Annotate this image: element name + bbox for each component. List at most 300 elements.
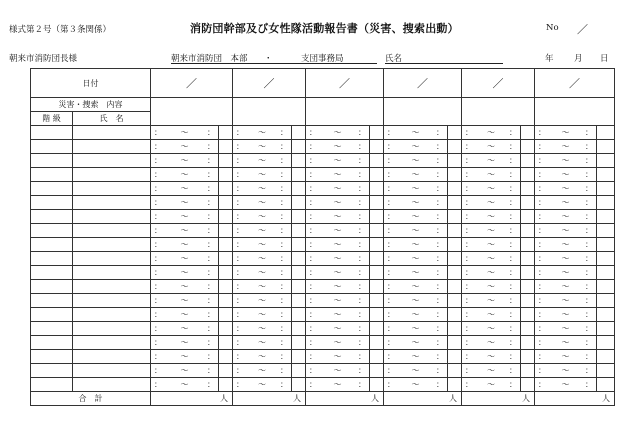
name-cell[interactable] <box>73 224 151 238</box>
rank-cell[interactable] <box>31 266 73 280</box>
name-cell[interactable] <box>73 126 151 140</box>
time-cell[interactable] <box>384 252 448 266</box>
time-cell[interactable] <box>233 266 292 280</box>
hours-cell[interactable] <box>370 182 384 196</box>
time-cell[interactable] <box>535 224 597 238</box>
time-colon: ： <box>358 142 366 151</box>
rank-cell[interactable] <box>31 280 73 294</box>
hours-cell[interactable] <box>370 294 384 308</box>
hours-cell[interactable] <box>370 210 384 224</box>
hours-cell[interactable] <box>448 252 462 266</box>
date-cell[interactable]: ／ <box>306 69 384 98</box>
time-colon: ： <box>280 184 288 193</box>
time-cell[interactable] <box>151 210 219 224</box>
time-cell[interactable] <box>233 238 292 252</box>
time-cell[interactable] <box>462 140 521 154</box>
total-cell[interactable]: 人 <box>535 392 615 406</box>
time-cell[interactable] <box>306 252 370 266</box>
hours-cell[interactable] <box>219 140 233 154</box>
hours-cell[interactable] <box>521 350 535 364</box>
time-cell[interactable] <box>535 168 597 182</box>
hours-cell[interactable] <box>597 308 615 322</box>
time-cell[interactable] <box>151 168 219 182</box>
time-cell[interactable] <box>384 196 448 210</box>
time-cell[interactable] <box>384 154 448 168</box>
time-range <box>233 323 291 334</box>
hours-cell[interactable] <box>448 378 462 392</box>
rank-cell[interactable] <box>31 182 73 196</box>
activity-cell[interactable] <box>384 98 462 126</box>
hours-cell[interactable] <box>521 364 535 378</box>
time-cell[interactable] <box>306 168 370 182</box>
name-cell[interactable] <box>73 252 151 266</box>
hours-cell[interactable] <box>370 154 384 168</box>
name-cell[interactable] <box>73 308 151 322</box>
date-cell[interactable]: ／ <box>384 69 462 98</box>
name-cell[interactable] <box>73 238 151 252</box>
hours-cell[interactable] <box>292 378 306 392</box>
time-colon: ： <box>236 352 244 361</box>
hours-cell[interactable] <box>370 140 384 154</box>
hours-cell[interactable] <box>370 378 384 392</box>
time-cell[interactable] <box>535 182 597 196</box>
name-cell[interactable] <box>73 182 151 196</box>
name-cell[interactable] <box>73 168 151 182</box>
hours-cell[interactable] <box>219 336 233 350</box>
hours-cell[interactable] <box>597 210 615 224</box>
time-cell[interactable] <box>233 280 292 294</box>
hours-cell[interactable] <box>448 336 462 350</box>
time-cell[interactable] <box>151 224 219 238</box>
time-cell[interactable] <box>384 126 448 140</box>
time-cell[interactable] <box>306 322 370 336</box>
hours-cell[interactable] <box>448 126 462 140</box>
hours-cell[interactable] <box>370 196 384 210</box>
time-cell[interactable] <box>535 154 597 168</box>
time-cell[interactable] <box>151 140 219 154</box>
hours-cell[interactable] <box>597 140 615 154</box>
time-cell[interactable] <box>384 336 448 350</box>
hours-cell[interactable] <box>292 238 306 252</box>
rank-cell[interactable] <box>31 308 73 322</box>
hours-cell[interactable] <box>521 266 535 280</box>
total-cell[interactable]: 人 <box>306 392 384 406</box>
time-cell[interactable] <box>462 322 521 336</box>
hours-cell[interactable] <box>219 168 233 182</box>
time-cell[interactable] <box>233 336 292 350</box>
time-cell[interactable] <box>535 364 597 378</box>
hours-cell[interactable] <box>219 322 233 336</box>
hours-cell[interactable] <box>521 294 535 308</box>
hours-cell[interactable] <box>521 196 535 210</box>
hours-cell[interactable] <box>219 154 233 168</box>
hours-cell[interactable] <box>597 294 615 308</box>
time-cell[interactable] <box>151 308 219 322</box>
rank-cell[interactable] <box>31 364 73 378</box>
time-cell[interactable] <box>535 252 597 266</box>
total-cell[interactable]: 人 <box>462 392 535 406</box>
time-cell[interactable] <box>384 364 448 378</box>
time-cell[interactable] <box>233 364 292 378</box>
hours-cell[interactable] <box>597 126 615 140</box>
hours-cell[interactable] <box>597 238 615 252</box>
hours-cell[interactable] <box>292 364 306 378</box>
hours-cell[interactable] <box>521 154 535 168</box>
rank-cell[interactable] <box>31 350 73 364</box>
time-cell[interactable] <box>462 154 521 168</box>
time-cell[interactable] <box>233 154 292 168</box>
hours-cell[interactable] <box>521 210 535 224</box>
time-cell[interactable] <box>233 308 292 322</box>
rank-cell[interactable] <box>31 224 73 238</box>
time-cell[interactable] <box>306 364 370 378</box>
hours-cell[interactable] <box>448 364 462 378</box>
hours-cell[interactable] <box>521 168 535 182</box>
hours-cell[interactable] <box>292 322 306 336</box>
hours-cell[interactable] <box>370 308 384 322</box>
time-cell[interactable] <box>306 378 370 392</box>
hours-cell[interactable] <box>219 266 233 280</box>
time-cell[interactable] <box>535 266 597 280</box>
time-cell[interactable] <box>233 182 292 196</box>
hours-cell[interactable] <box>521 336 535 350</box>
hours-cell[interactable] <box>521 322 535 336</box>
time-cell[interactable] <box>151 154 219 168</box>
hours-cell[interactable] <box>597 196 615 210</box>
activity-cell[interactable] <box>151 98 233 126</box>
time-cell[interactable] <box>151 182 219 196</box>
time-cell[interactable] <box>306 224 370 238</box>
hours-cell[interactable] <box>448 140 462 154</box>
rank-cell[interactable] <box>31 140 73 154</box>
date-cell[interactable]: ／ <box>535 69 615 98</box>
time-colon: ： <box>538 184 546 193</box>
time-cell[interactable] <box>462 196 521 210</box>
hours-cell[interactable] <box>219 210 233 224</box>
rank-cell[interactable] <box>31 126 73 140</box>
time-cell[interactable] <box>384 378 448 392</box>
hours-cell[interactable] <box>448 168 462 182</box>
hours-cell[interactable] <box>219 378 233 392</box>
hours-cell[interactable] <box>521 308 535 322</box>
hours-cell[interactable] <box>292 294 306 308</box>
hours-cell[interactable] <box>292 168 306 182</box>
hours-cell[interactable] <box>292 252 306 266</box>
hours-cell[interactable] <box>597 280 615 294</box>
hours-cell[interactable] <box>292 196 306 210</box>
name-cell[interactable] <box>73 336 151 350</box>
hours-cell[interactable] <box>448 238 462 252</box>
time-cell[interactable] <box>535 140 597 154</box>
hours-cell[interactable] <box>292 154 306 168</box>
activity-cell[interactable] <box>233 98 306 126</box>
name-cell[interactable] <box>73 350 151 364</box>
hours-cell[interactable] <box>219 126 233 140</box>
hours-cell[interactable] <box>292 210 306 224</box>
name-cell[interactable] <box>73 140 151 154</box>
hours-cell[interactable] <box>219 196 233 210</box>
time-cell[interactable] <box>151 266 219 280</box>
date-cell[interactable]: ／ <box>233 69 306 98</box>
hours-cell[interactable] <box>448 308 462 322</box>
time-cell[interactable] <box>384 280 448 294</box>
time-cell[interactable] <box>384 224 448 238</box>
time-cell[interactable] <box>306 350 370 364</box>
hours-cell[interactable] <box>219 364 233 378</box>
time-cell[interactable] <box>462 294 521 308</box>
time-cell[interactable] <box>535 336 597 350</box>
hours-cell[interactable] <box>597 252 615 266</box>
time-cell[interactable] <box>535 126 597 140</box>
time-cell[interactable] <box>384 168 448 182</box>
time-cell[interactable] <box>233 294 292 308</box>
activity-cell[interactable] <box>535 98 615 126</box>
time-cell[interactable] <box>151 196 219 210</box>
time-cell[interactable] <box>151 378 219 392</box>
hours-cell[interactable] <box>370 336 384 350</box>
time-cell[interactable] <box>151 294 219 308</box>
time-cell[interactable] <box>233 350 292 364</box>
name-cell[interactable] <box>73 210 151 224</box>
hours-cell[interactable] <box>370 252 384 266</box>
time-cell[interactable] <box>306 126 370 140</box>
time-cell[interactable] <box>384 210 448 224</box>
time-cell[interactable] <box>306 308 370 322</box>
time-cell[interactable] <box>233 196 292 210</box>
time-cell[interactable] <box>535 280 597 294</box>
hours-cell[interactable] <box>370 364 384 378</box>
time-cell[interactable] <box>151 126 219 140</box>
time-cell[interactable] <box>535 210 597 224</box>
name-cell[interactable] <box>73 154 151 168</box>
hours-cell[interactable] <box>521 224 535 238</box>
time-cell[interactable] <box>306 182 370 196</box>
name-cell[interactable] <box>73 280 151 294</box>
time-cell[interactable] <box>233 224 292 238</box>
time-cell[interactable] <box>384 308 448 322</box>
name-cell[interactable] <box>73 294 151 308</box>
hours-cell[interactable] <box>597 154 615 168</box>
hours-cell[interactable] <box>370 168 384 182</box>
total-cell[interactable]: 人 <box>384 392 462 406</box>
rank-cell[interactable] <box>31 196 73 210</box>
hours-cell[interactable] <box>448 280 462 294</box>
hours-cell[interactable] <box>597 266 615 280</box>
total-cell[interactable]: 人 <box>151 392 233 406</box>
time-range <box>306 211 369 222</box>
name-cell[interactable] <box>73 322 151 336</box>
hours-cell[interactable] <box>448 196 462 210</box>
name-cell[interactable] <box>73 378 151 392</box>
hours-cell[interactable] <box>370 350 384 364</box>
rank-cell[interactable] <box>31 168 73 182</box>
time-cell[interactable] <box>384 182 448 196</box>
time-cell[interactable] <box>306 196 370 210</box>
time-cell[interactable] <box>462 126 521 140</box>
hours-cell[interactable] <box>448 182 462 196</box>
time-cell[interactable] <box>151 364 219 378</box>
hours-cell[interactable] <box>521 140 535 154</box>
rank-cell[interactable] <box>31 322 73 336</box>
time-tilde: ～ <box>561 240 570 249</box>
hours-cell[interactable] <box>292 140 306 154</box>
hours-cell[interactable] <box>370 280 384 294</box>
hours-cell[interactable] <box>292 308 306 322</box>
time-cell[interactable] <box>151 238 219 252</box>
name-cell[interactable] <box>73 266 151 280</box>
time-cell[interactable] <box>462 280 521 294</box>
time-cell[interactable] <box>462 210 521 224</box>
hours-cell[interactable] <box>597 364 615 378</box>
time-cell[interactable] <box>535 196 597 210</box>
time-cell[interactable] <box>535 350 597 364</box>
hours-cell[interactable] <box>597 224 615 238</box>
time-tilde: ～ <box>411 254 420 263</box>
hours-cell[interactable] <box>219 294 233 308</box>
time-cell[interactable] <box>233 322 292 336</box>
rank-cell[interactable] <box>31 294 73 308</box>
time-cell[interactable] <box>306 336 370 350</box>
hours-cell[interactable] <box>448 224 462 238</box>
activity-cell[interactable] <box>462 98 535 126</box>
hours-cell[interactable] <box>448 266 462 280</box>
hours-cell[interactable] <box>521 280 535 294</box>
time-cell[interactable] <box>233 168 292 182</box>
time-cell[interactable] <box>306 280 370 294</box>
time-cell[interactable] <box>535 294 597 308</box>
time-cell[interactable] <box>462 378 521 392</box>
time-cell[interactable] <box>462 224 521 238</box>
total-cell[interactable]: 人 <box>233 392 306 406</box>
time-range <box>151 127 218 138</box>
hours-cell[interactable] <box>292 336 306 350</box>
time-cell[interactable] <box>151 350 219 364</box>
time-tilde: ～ <box>180 366 189 375</box>
time-cell[interactable] <box>151 252 219 266</box>
time-cell[interactable] <box>384 266 448 280</box>
hours-cell[interactable] <box>597 182 615 196</box>
hours-cell[interactable] <box>292 280 306 294</box>
rank-cell[interactable] <box>31 210 73 224</box>
time-range <box>384 127 447 138</box>
time-cell[interactable] <box>384 238 448 252</box>
hours-cell[interactable] <box>448 294 462 308</box>
hours-cell[interactable] <box>219 308 233 322</box>
time-cell[interactable] <box>151 322 219 336</box>
time-cell[interactable] <box>151 280 219 294</box>
time-cell[interactable] <box>384 322 448 336</box>
time-cell[interactable] <box>384 294 448 308</box>
time-tilde: ～ <box>561 156 570 165</box>
time-cell[interactable] <box>151 336 219 350</box>
time-cell[interactable] <box>384 140 448 154</box>
hours-cell[interactable] <box>292 126 306 140</box>
time-cell[interactable] <box>384 350 448 364</box>
hours-cell[interactable] <box>219 238 233 252</box>
time-cell[interactable] <box>462 238 521 252</box>
hours-cell[interactable] <box>292 224 306 238</box>
hours-cell[interactable] <box>219 350 233 364</box>
rank-cell[interactable] <box>31 378 73 392</box>
time-cell[interactable] <box>306 266 370 280</box>
time-cell[interactable] <box>233 378 292 392</box>
hours-cell[interactable] <box>219 280 233 294</box>
hours-cell[interactable] <box>597 322 615 336</box>
hours-cell[interactable] <box>448 210 462 224</box>
time-cell[interactable] <box>462 350 521 364</box>
hours-cell[interactable] <box>521 378 535 392</box>
name-cell[interactable] <box>73 364 151 378</box>
hours-cell[interactable] <box>219 182 233 196</box>
hours-cell[interactable] <box>219 252 233 266</box>
time-cell[interactable] <box>535 238 597 252</box>
time-colon: ： <box>280 324 288 333</box>
time-cell[interactable] <box>306 210 370 224</box>
hours-cell[interactable] <box>597 168 615 182</box>
hours-cell[interactable] <box>370 322 384 336</box>
time-cell[interactable] <box>535 322 597 336</box>
time-cell[interactable] <box>306 154 370 168</box>
time-cell[interactable] <box>233 140 292 154</box>
time-cell[interactable] <box>233 210 292 224</box>
time-cell[interactable] <box>233 252 292 266</box>
hours-cell[interactable] <box>370 224 384 238</box>
name-cell[interactable] <box>73 196 151 210</box>
hours-cell[interactable] <box>448 154 462 168</box>
date-cell[interactable]: ／ <box>462 69 535 98</box>
rank-cell[interactable] <box>31 336 73 350</box>
time-cell[interactable] <box>462 336 521 350</box>
hours-cell[interactable] <box>219 224 233 238</box>
activity-cell[interactable] <box>306 98 384 126</box>
hours-cell[interactable] <box>370 238 384 252</box>
hours-cell[interactable] <box>292 350 306 364</box>
time-colon: ： <box>236 296 244 305</box>
time-cell[interactable] <box>306 238 370 252</box>
time-cell[interactable] <box>535 378 597 392</box>
time-cell[interactable] <box>535 308 597 322</box>
hours-cell[interactable] <box>521 182 535 196</box>
time-range <box>384 239 447 250</box>
hours-cell[interactable] <box>597 378 615 392</box>
time-cell[interactable] <box>462 252 521 266</box>
time-cell[interactable] <box>462 266 521 280</box>
hours-cell[interactable] <box>597 350 615 364</box>
time-cell[interactable] <box>233 126 292 140</box>
time-cell[interactable] <box>462 364 521 378</box>
hours-cell[interactable] <box>448 350 462 364</box>
time-cell[interactable] <box>306 140 370 154</box>
time-colon: ： <box>465 380 473 389</box>
rank-cell[interactable] <box>31 154 73 168</box>
hours-cell[interactable] <box>370 266 384 280</box>
time-cell[interactable] <box>462 168 521 182</box>
rank-cell[interactable] <box>31 238 73 252</box>
time-cell[interactable] <box>462 182 521 196</box>
hours-cell[interactable] <box>521 126 535 140</box>
hours-cell[interactable] <box>521 252 535 266</box>
hours-cell[interactable] <box>370 126 384 140</box>
hours-cell[interactable] <box>292 182 306 196</box>
hours-cell[interactable] <box>521 238 535 252</box>
hours-cell[interactable] <box>292 266 306 280</box>
hours-cell[interactable] <box>597 336 615 350</box>
time-cell[interactable] <box>462 308 521 322</box>
rank-cell[interactable] <box>31 252 73 266</box>
time-cell[interactable] <box>306 294 370 308</box>
date-cell[interactable]: ／ <box>151 69 233 98</box>
hours-cell[interactable] <box>448 322 462 336</box>
